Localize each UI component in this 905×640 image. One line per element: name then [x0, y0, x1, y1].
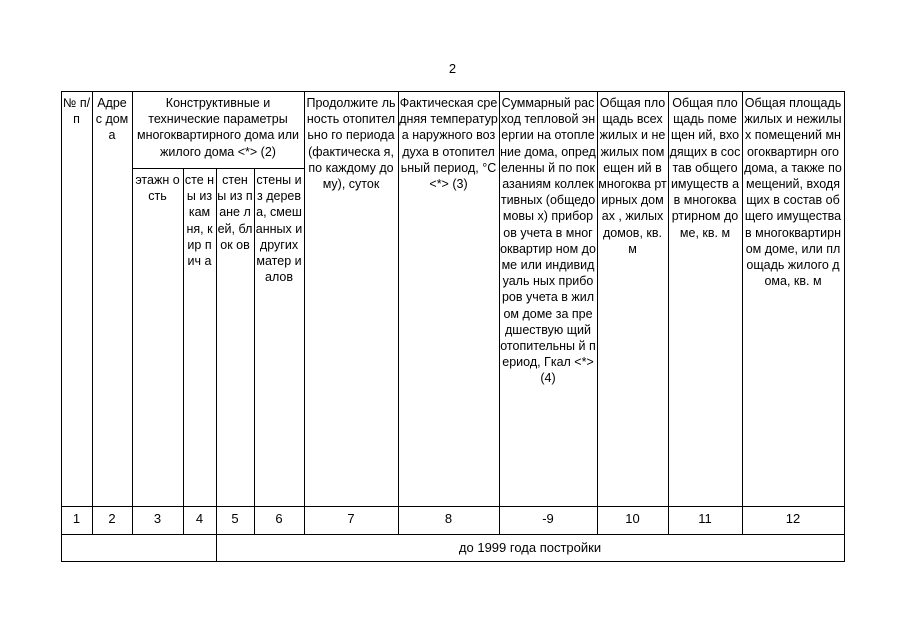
table-border-bottom — [61, 561, 845, 562]
column-divider — [499, 91, 500, 534]
header-avg-temperature: Фактическая средняя температура наружного воздуха в отопительный период, °C <*> (3) — [399, 96, 498, 192]
column-divider — [254, 168, 255, 534]
header-num: № п/п — [62, 96, 91, 127]
header-total-area: Общая площадь жилых и нежилых помещений многоквартирн ого дома, а также помещений, входящих в состав общего имущества в многоквартирн ом доме, или площадь жилого дома, кв. м — [744, 96, 842, 289]
construction-header-divider — [132, 168, 304, 169]
column-number: 12 — [785, 511, 801, 526]
header-heat-consumption: Суммарный расход тепловой энергии на отопление дома, определенны й по показаниям коллективных (общедомовы х) приборов учета в многоквартир ном доме или индивидуаль ных приборов учета в жилом доме за предшествую щий отопительны й период, Гкал <*> (4) — [500, 96, 596, 386]
column-number: 7 — [347, 511, 355, 526]
column-divider — [668, 91, 669, 534]
heating-data-table — [61, 91, 844, 561]
era-row-label: до 1999 года постройки — [458, 540, 602, 555]
table-border-top — [61, 91, 845, 92]
column-number: 4 — [195, 511, 204, 526]
column-number: 10 — [625, 511, 640, 526]
column-divider — [92, 91, 93, 534]
column-number: 6 — [275, 511, 283, 526]
header-walls-wood: стены из дерев а, смеш анных и других матер иалов — [255, 173, 303, 285]
column-divider — [398, 91, 399, 534]
column-number-row-top — [61, 506, 845, 507]
column-divider — [216, 168, 217, 562]
column-number: 5 — [231, 511, 239, 526]
header-construction-params: Конструктивные и технические параметры многоквартирного дома или жилого дома <*> (2) — [136, 96, 300, 159]
column-number: 3 — [153, 511, 162, 526]
column-number: 2 — [108, 511, 116, 526]
column-divider — [597, 91, 598, 534]
column-number: 11 — [698, 511, 712, 526]
page-number: 2 — [448, 61, 457, 76]
column-number: 8 — [444, 511, 453, 526]
column-divider — [742, 91, 743, 534]
header-heating-duration: Продолжите льность отопительно го периода (фактическа я, по каждому дому), суток — [306, 96, 396, 192]
table-border-right — [844, 91, 845, 562]
column-divider — [304, 91, 305, 534]
table-border-left — [61, 91, 62, 562]
header-walls-panels: стен ы из пане лей, блок ов — [217, 173, 253, 252]
column-divider — [183, 168, 184, 534]
column-number: -9 — [542, 511, 554, 526]
header-common-area: Общая площадь помещен ий, входящих в состав общего имуществ а в многоква ртирном доме, кв. м — [669, 96, 741, 240]
header-floors: этажн ость — [135, 173, 180, 204]
era-row-top — [61, 534, 845, 535]
column-divider — [132, 91, 133, 534]
header-residential-area: Общая площадь всех жилых и нежилых помещен ий в многоква ртирных домах , жилых домов, кв. м — [598, 96, 667, 256]
column-number: 1 — [72, 511, 81, 526]
header-walls-stone: сте ны из кам ня, кир пич а — [184, 173, 215, 269]
header-address: Адре с дома — [95, 96, 129, 143]
